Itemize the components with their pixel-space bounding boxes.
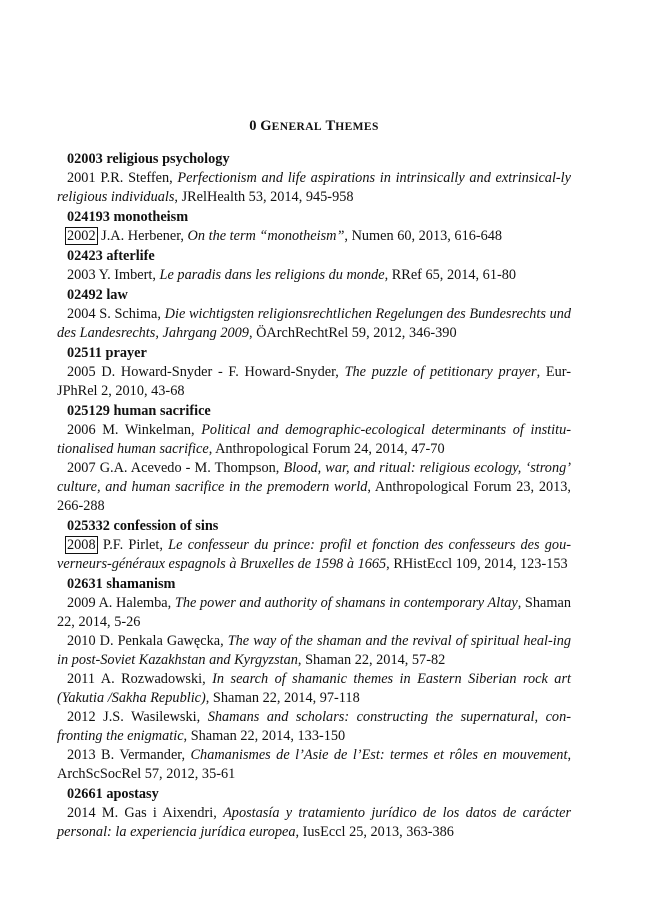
bibliography-entry — [57, 363, 571, 401]
entry-citation: , Eur-JPhRel 2, 2010, 43-68 — [57, 364, 571, 399]
section-heading — [57, 208, 571, 227]
entry-citation: , ArchScSocRel 57, 2012, 35-61 — [57, 747, 572, 782]
entry-title: Blood, war, and ritual: religious ecology, ‘strong’ culture, and human sacrifice in the premodern world — [57, 460, 572, 495]
entry-number: 2003 — [67, 267, 96, 283]
entry-author: A. Halemba, — [98, 595, 172, 611]
bibliography-entry — [57, 536, 571, 574]
chapter-title-word1-initial: G — [260, 118, 272, 134]
entry-title: Die wichtigsten religionsrechtlichen Regelungen des Bundesrechts und des Landesrechts, Jahrgang 2009 — [57, 306, 572, 341]
entry-citation: , RHistEccl 109, 2014, 123-153 — [386, 556, 568, 572]
entry-number: 2014 — [67, 805, 96, 821]
entry-author: Y. Imbert, — [98, 267, 156, 283]
bibliography-entry — [57, 169, 571, 207]
entry-citation: , JRelHealth 53, 2014, 945-958 — [174, 189, 354, 205]
bibliography-entry — [57, 594, 571, 632]
entry-author: M. Gas i Aixendri, — [101, 805, 217, 821]
entry-citation: , Shaman 22, 2014, 57-82 — [297, 652, 446, 668]
section-code: 025332 — [67, 518, 110, 534]
entry-author: P.R. Steffen, — [100, 170, 173, 186]
entry-author: D. Howard-Snyder - F. Howard-Snyder, — [101, 364, 339, 380]
entry-number: 2008 — [67, 537, 96, 553]
chapter-title-word2-rest: HEMES — [335, 121, 379, 133]
section-name: confession of sins — [113, 518, 219, 534]
entry-author: D. Penkala Gawęcka, — [99, 633, 224, 649]
section-name: human sacrifice — [113, 403, 211, 419]
bibliography-entry — [57, 632, 571, 670]
bibliography-entry — [57, 227, 571, 246]
section-code: 02003 — [67, 151, 103, 167]
entry-title: On the term “monotheism” — [187, 228, 345, 244]
entry-author: M. Winkelman, — [102, 422, 195, 438]
entry-title: In search of shamanic themes in Eastern Siberian rock art (Yakutia /Sakha Republic) — [57, 671, 571, 706]
chapter-number: 0 — [249, 118, 257, 134]
entry-citation: , ÖArchRechtRel 59, 2012, 346-390 — [248, 325, 457, 341]
bibliography-entry — [57, 746, 571, 784]
entry-title: Chamanismes de l’Asie de l’Est: termes et rôles en mouvement — [190, 747, 568, 763]
entry-title: The puzzle of petitionary prayer — [344, 364, 537, 380]
entry-citation: , RRef 65, 2014, 61-80 — [384, 267, 517, 283]
entry-number: 2002 — [67, 228, 96, 244]
section-code: 02492 — [67, 287, 103, 303]
entry-author: J.S. Wasilewski, — [103, 709, 201, 725]
section-code: 025129 — [67, 403, 110, 419]
section-code: 02661 — [67, 786, 103, 802]
chapter-title-word1-rest: ENERAL — [271, 121, 322, 133]
section-heading — [57, 517, 571, 536]
entry-number: 2006 — [67, 422, 96, 438]
entry-number: 2013 — [67, 747, 96, 763]
entry-author: A. Rozwadowski, — [100, 671, 206, 687]
section-heading — [57, 402, 571, 421]
section-name: apostasy — [106, 786, 159, 802]
entry-number: 2009 — [67, 595, 96, 611]
bibliography-entry — [57, 305, 571, 343]
section-code: 02631 — [67, 576, 103, 592]
section-code: 02423 — [67, 248, 103, 264]
section-code: 02511 — [67, 345, 102, 361]
section-name: religious psychology — [106, 151, 230, 167]
chapter-title — [57, 118, 571, 135]
section-heading — [57, 344, 571, 363]
section-name: law — [106, 287, 128, 303]
entry-author: S. Schima, — [99, 306, 161, 322]
entry-title: The way of the shaman and the revival of spiritual heal-ing in post-Soviet Kazakhstan and Kyrgyzstan — [57, 633, 572, 668]
section-name: afterlife — [106, 248, 155, 264]
entry-citation: , Anthropological Forum 24, 2014, 47-70 — [208, 441, 445, 457]
entry-number: 2010 — [67, 633, 96, 649]
entry-citation: , Shaman 22, 2014, 133-150 — [183, 728, 346, 744]
section-heading — [57, 286, 571, 305]
bibliography-content — [57, 149, 571, 842]
entry-number: 2007 — [67, 460, 96, 476]
section-heading — [57, 247, 571, 266]
entry-number: 2004 — [67, 306, 96, 322]
entry-author: P.F. Pirlet, — [102, 537, 163, 553]
entry-number: 2012 — [67, 709, 96, 725]
chapter-title-word2-initial: T — [325, 118, 336, 134]
entry-author: G.A. Acevedo - M. Thompson, — [99, 460, 280, 476]
entry-title: Apostasía y tratamiento jurídico de los datos de carácter personal: la experiencia jurídica europea — [57, 805, 572, 840]
section-name: prayer — [105, 345, 147, 361]
bibliography-entry — [57, 804, 571, 842]
entry-author: B. Vermander, — [101, 747, 186, 763]
entry-title: Shamans and scholars: constructing the supernatural, con-fronting the enigmatic — [57, 709, 571, 744]
bibliography-entry — [57, 459, 571, 516]
entry-title: Political and demographic-ecological determinants of institu-tionalised human sacrifice — [57, 422, 571, 457]
section-code: 024193 — [67, 209, 110, 225]
section-name: shamanism — [106, 576, 176, 592]
entry-citation: , IusEccl 25, 2013, 363-386 — [295, 824, 454, 840]
section-heading — [57, 785, 571, 804]
entry-citation: , Shaman 22, 2014, 5-26 — [57, 595, 571, 630]
entry-title: The power and authority of shamans in contemporary Altay — [174, 595, 518, 611]
section-heading — [57, 150, 571, 169]
section-heading — [57, 575, 571, 594]
bibliography-entry — [57, 708, 571, 746]
bibliography-entry — [57, 266, 571, 285]
entry-citation: , Numen 60, 2013, 616-648 — [344, 228, 503, 244]
entry-number: 2001 — [67, 170, 96, 186]
entry-number: 2005 — [67, 364, 96, 380]
entry-title: Perfectionism and life aspirations in intrinsically and extrinsical-ly religious individuals — [57, 170, 571, 205]
entry-number: 2011 — [67, 671, 96, 687]
entry-author: J.A. Herbener, — [101, 228, 184, 244]
entry-citation: , Shaman 22, 2014, 97-118 — [205, 690, 360, 706]
section-name: monotheism — [113, 209, 189, 225]
entry-citation: , Anthropological Forum 23, 2013, 266-288 — [57, 479, 571, 514]
entry-title: Le paradis dans les religions du monde — [159, 267, 385, 283]
entry-title: Le confesseur du prince: profil et fonction des confesseurs des gou-verneurs-généraux espagnols à Bruxelles de 1598 à 1665 — [57, 537, 571, 572]
bibliography-entry — [57, 421, 571, 459]
bibliography-entry — [57, 670, 571, 708]
